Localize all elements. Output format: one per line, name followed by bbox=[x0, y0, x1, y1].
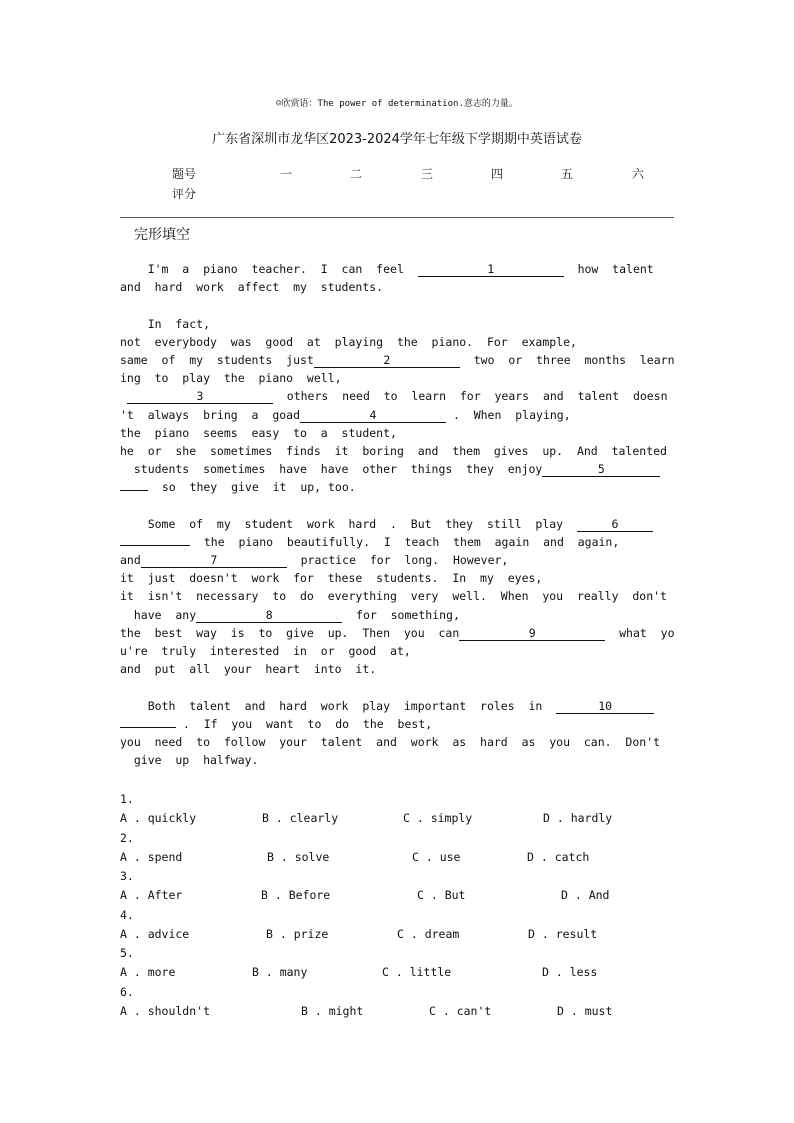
text: . When playing, bbox=[446, 407, 571, 422]
passage-line: u're truly interested in or good at, bbox=[120, 643, 411, 658]
text: how talent bbox=[563, 262, 654, 276]
text: the best way is to give up. Then you can bbox=[120, 625, 460, 640]
question-number: 6. bbox=[120, 984, 134, 999]
option-a[interactable]: A . shouldn't bbox=[120, 1003, 211, 1018]
option-b[interactable]: B . clearly bbox=[262, 811, 339, 825]
blank-7: 7 bbox=[141, 553, 287, 568]
passage-line bbox=[120, 351, 676, 369]
blank-5: 5 bbox=[542, 462, 660, 477]
exam-title: 广东省深圳市龙华区2023-2024学年七年级下学期期中英语试卷 bbox=[212, 132, 582, 147]
question-number: 4. bbox=[120, 907, 134, 922]
blank-10: 10 bbox=[556, 699, 654, 714]
blank-10-cont bbox=[120, 727, 176, 728]
question-options bbox=[120, 809, 676, 829]
text: so they give it up, too. bbox=[148, 480, 356, 495]
option-c[interactable]: C . simply bbox=[403, 811, 473, 825]
option-c[interactable]: C . But bbox=[417, 888, 466, 902]
score-label: 评分 bbox=[172, 187, 197, 201]
option-a[interactable]: A . spend bbox=[120, 849, 183, 864]
option-b[interactable]: B . Before bbox=[261, 888, 331, 902]
question-list bbox=[120, 790, 676, 1021]
option-d[interactable]: D . result bbox=[528, 926, 598, 941]
blank-3: 3 bbox=[127, 389, 273, 404]
option-d[interactable]: D . And bbox=[561, 888, 610, 902]
option-b[interactable]: B . might bbox=[301, 1003, 364, 1018]
text: have any bbox=[120, 607, 197, 622]
option-a[interactable]: A . advice bbox=[120, 926, 190, 941]
option-d[interactable]: D . catch bbox=[527, 849, 590, 864]
blank-4: 4 bbox=[300, 408, 446, 423]
score-row bbox=[172, 185, 652, 205]
blank-9: 9 bbox=[459, 626, 605, 641]
question-number: 2. bbox=[120, 830, 134, 845]
section-title: 完形填空 bbox=[134, 227, 190, 243]
option-b[interactable]: B . prize bbox=[266, 926, 329, 941]
passage-line bbox=[120, 515, 676, 533]
text: same of my students just bbox=[120, 352, 314, 367]
option-c[interactable]: C . can't bbox=[429, 1003, 492, 1018]
option-a[interactable]: A . more bbox=[120, 965, 176, 979]
passage-line: and put all your heart into it. bbox=[120, 662, 377, 677]
blank-6-cont bbox=[120, 545, 190, 546]
passage-line: the piano seems easy to a student, bbox=[120, 425, 397, 440]
option-b[interactable]: B . solve bbox=[267, 849, 330, 864]
passage-line: it just doesn't work for these students. In my eyes, bbox=[120, 571, 543, 586]
text: 't always bring a goad bbox=[120, 407, 301, 422]
column-3: 三 bbox=[421, 167, 434, 181]
passage-line: give up halfway. bbox=[120, 753, 259, 768]
passage-line bbox=[120, 697, 676, 715]
passage-line bbox=[120, 533, 676, 551]
score-table bbox=[172, 165, 652, 205]
passage-line bbox=[120, 406, 676, 424]
question-options bbox=[120, 1002, 676, 1022]
cloze-passage bbox=[120, 260, 676, 769]
text: practice for long. However, bbox=[286, 553, 509, 567]
passage-line bbox=[120, 624, 676, 642]
question-number: 3. bbox=[120, 869, 134, 883]
passage-line: not everybody was good at playing the piano. For example, bbox=[120, 334, 577, 349]
text: Some of my student work hard . But they still play bbox=[120, 516, 577, 531]
text bbox=[120, 389, 127, 403]
question-options bbox=[120, 886, 676, 906]
text: students sometimes have have other things they enjoy bbox=[120, 462, 543, 477]
column-1: 一 bbox=[280, 167, 293, 181]
passage-line bbox=[120, 606, 676, 624]
column-2: 二 bbox=[350, 167, 363, 181]
blank-5-cont bbox=[120, 490, 148, 491]
text: I'm a piano teacher. I can feel bbox=[120, 262, 418, 276]
text: . If you want to do the best, bbox=[176, 716, 433, 731]
blank-1: 1 bbox=[418, 262, 564, 277]
text: Both talent and hard work play important roles in bbox=[120, 698, 557, 713]
passage-line: it isn't necessary to do everything very well. When you really don't bbox=[120, 589, 667, 604]
passage-line: In fact, bbox=[120, 316, 211, 331]
option-c[interactable]: C . little bbox=[382, 965, 452, 979]
text: for something, bbox=[342, 607, 460, 622]
passage-line bbox=[120, 478, 676, 496]
passage-line bbox=[120, 387, 676, 405]
option-a[interactable]: A . quickly bbox=[120, 811, 197, 825]
passage-line bbox=[120, 260, 676, 278]
option-c[interactable]: C . use bbox=[412, 849, 461, 864]
motto: ☺欣赏语：The power of determination.意志的力量。 bbox=[276, 99, 518, 109]
passage-line: and hard work affect my students. bbox=[120, 280, 384, 295]
option-d[interactable]: D . must bbox=[557, 1003, 613, 1018]
blank-8: 8 bbox=[196, 608, 342, 623]
text: others need to learn for years and talent doesn bbox=[272, 389, 668, 404]
question-options bbox=[120, 963, 676, 983]
text: what yo bbox=[605, 625, 675, 640]
divider bbox=[120, 217, 674, 218]
option-d[interactable]: D . less bbox=[542, 965, 598, 979]
column-4: 四 bbox=[491, 167, 504, 181]
column-6: 六 bbox=[632, 167, 645, 181]
option-a[interactable]: A . After bbox=[120, 888, 183, 902]
option-b[interactable]: B . many bbox=[252, 965, 308, 979]
option-d[interactable]: D . hardly bbox=[543, 811, 613, 825]
passage-line: he or she sometimes finds it boring and them gives up. And talented bbox=[120, 443, 667, 458]
text: the piano beautifully. I teach them again and again, bbox=[190, 534, 620, 549]
passage-line bbox=[120, 715, 676, 733]
question-number: 1. bbox=[120, 792, 134, 806]
text: and bbox=[120, 553, 141, 567]
passage-line: you need to follow your talent and work as hard as you can. Don't bbox=[120, 734, 661, 749]
text: two or three months learn bbox=[459, 352, 675, 367]
passage-line bbox=[120, 460, 676, 478]
score-header-row bbox=[172, 165, 652, 185]
question-options bbox=[120, 848, 676, 868]
header-label: 题号 bbox=[172, 167, 197, 181]
option-c[interactable]: C . dream bbox=[397, 926, 460, 941]
question-number: 5. bbox=[120, 946, 134, 960]
blank-6: 6 bbox=[577, 517, 653, 532]
passage-line: ing to play the piano well, bbox=[120, 371, 342, 386]
question-options bbox=[120, 925, 676, 945]
blank-2: 2 bbox=[314, 353, 460, 368]
passage-line bbox=[120, 551, 676, 569]
column-5: 五 bbox=[561, 167, 574, 181]
